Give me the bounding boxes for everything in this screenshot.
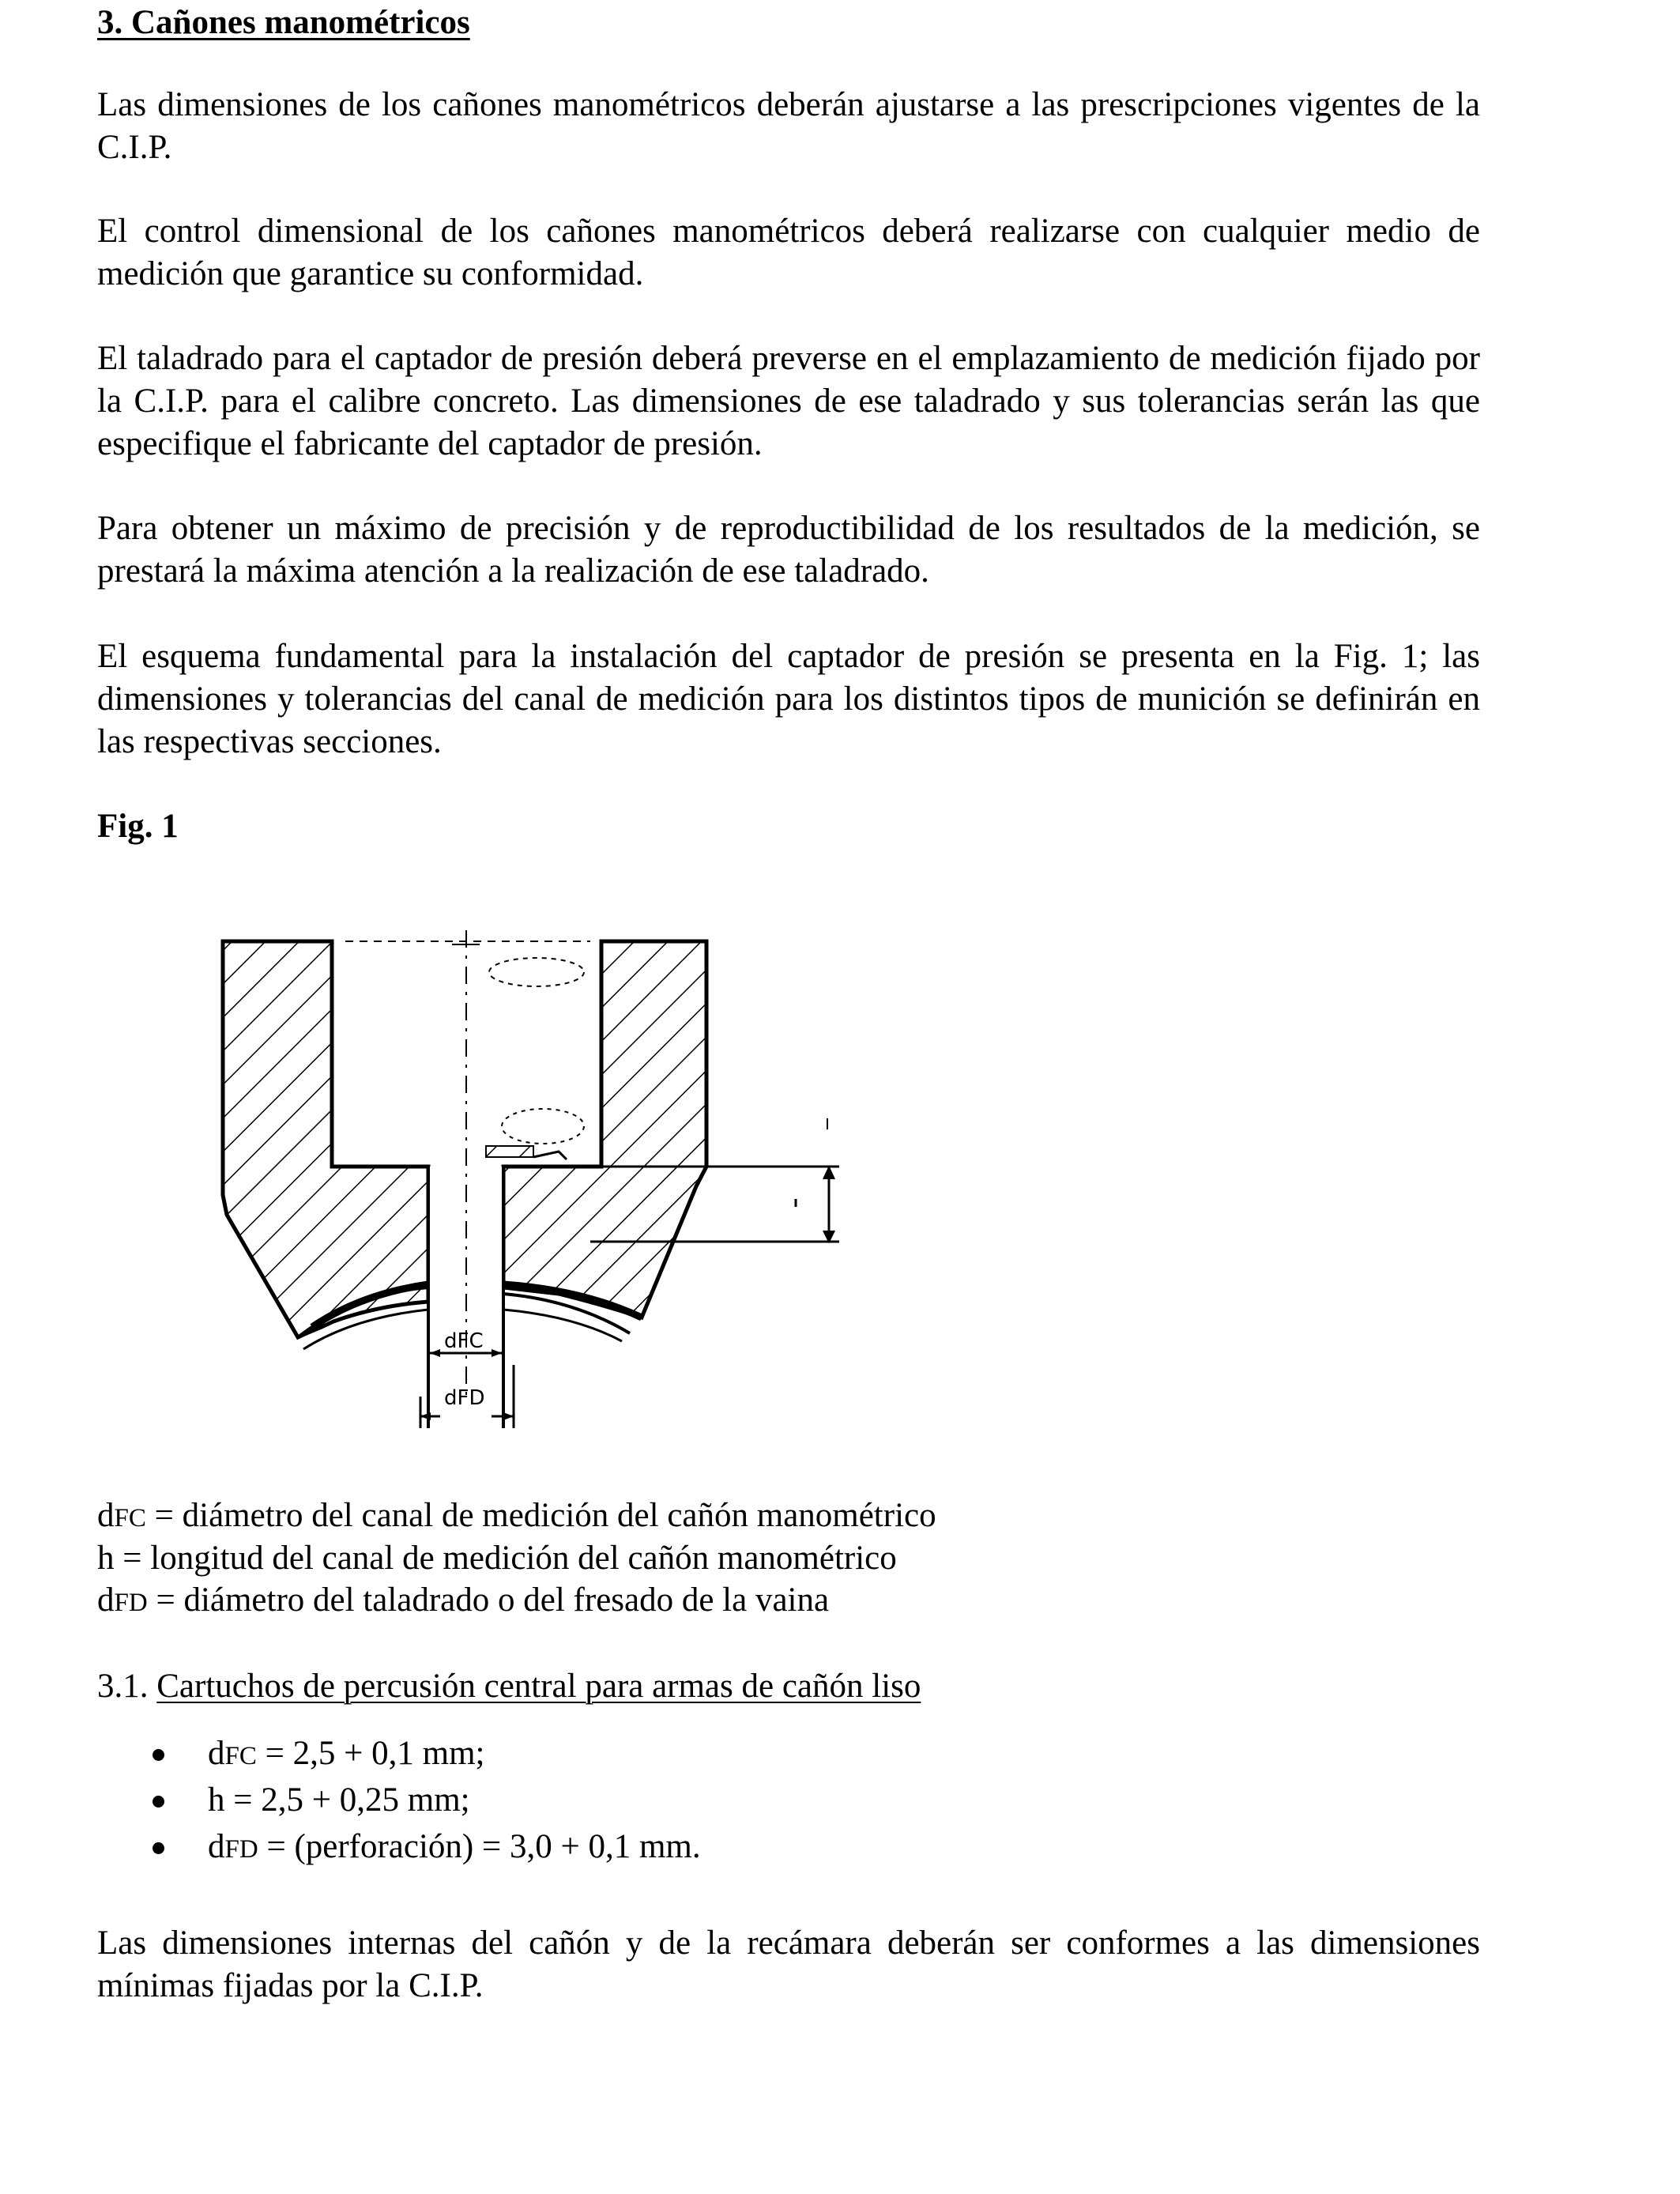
paragraph-1: Las dimensiones de los cañones manométricos deberán ajustarse a las prescripciones vigentes de la C.I.P. [97, 86, 1480, 166]
dfd-dimension-label: dFD [444, 1386, 485, 1410]
spec-symbol: d [208, 1828, 225, 1865]
legend-dfd [97, 1579, 829, 1624]
subsection-title-text: Cartuchos de percusión central para armas de cañón liso [156, 1668, 921, 1705]
bullet-icon [153, 1796, 164, 1808]
legend-h: h = longitud del canal de medición del cañón manométrico [97, 1540, 897, 1577]
spec-symbol: d [208, 1735, 225, 1772]
right-wall-section [503, 941, 706, 1318]
paragraph-5: El esquema fundamental para la instalación del captador de presión se presenta en la Fig. 1; las dimensiones y tolerancias del canal de medición para los distintos tipos de munición se definirán en las respectivas secciones. [97, 638, 1480, 760]
legend-dfd-text: = diámetro del taladrado o del fresado de la vaina [147, 1581, 830, 1619]
list-item [97, 1732, 701, 1779]
legend-dfd-subscript: FD [114, 1589, 148, 1617]
bullet-icon [153, 1749, 164, 1761]
subsection-title [97, 1665, 921, 1708]
list-item [97, 1826, 701, 1872]
spec-subscript: FC [224, 1742, 257, 1770]
spec-list [97, 1732, 701, 1872]
dfc-dimension-label: dFC [444, 1329, 484, 1353]
legend-dfc-text: = diámetro del canal de medición del cañón manométrico [145, 1497, 936, 1534]
closing-paragraph: Las dimensiones internas del cañón y de la recámara deberán ser conformes a las dimensiones mínimas fijadas por la C.I.P. [97, 1924, 1480, 2004]
barrel-cross-section-drawing [116, 922, 843, 1428]
pressure-sensor-outline [489, 958, 584, 986]
paragraph-4: Para obtener un máximo de precisión y de reproductibilidad de los resultados de la medición, se prestará la máxima atención a la realización de ese taladrado. [97, 510, 1480, 590]
paragraph-3: El taladrado para el captador de presión deberá preverse en el emplazamiento de medición fijado por la C.I.P. para el calibre concreto. Las dimensiones de ese taladrado y sus tolerancias serán las que especifique el fabricante del captador de presión. [97, 340, 1480, 462]
left-wall-section [223, 941, 428, 1337]
spec-text: = (perforación) = 3,0 + 0,1 mm. [258, 1828, 701, 1865]
list-item [97, 1779, 701, 1826]
legend-dfc [97, 1495, 936, 1540]
spec-subscript: FD [224, 1835, 258, 1864]
legend-dfc-symbol: d [97, 1497, 115, 1534]
spec-text: h = 2,5 + 0,25 mm; [208, 1781, 470, 1819]
paragraph-2: El control dimensional de los cañones manométricos deberá realizarse con cualquier medio de medición que garantice su conformidad. [97, 213, 1480, 292]
legend-dfd-symbol: d [97, 1581, 115, 1619]
subsection-number: 3.1. [97, 1668, 157, 1705]
figure-1-diagram [116, 922, 843, 1428]
figure-label: Fig. 1 [97, 808, 179, 845]
spec-text: = 2,5 + 0,1 mm; [256, 1735, 485, 1772]
section-heading: 3. Cañones manométricos [97, 4, 470, 41]
bullet-icon [153, 1842, 164, 1854]
legend-dfc-subscript: FC [114, 1504, 146, 1532]
